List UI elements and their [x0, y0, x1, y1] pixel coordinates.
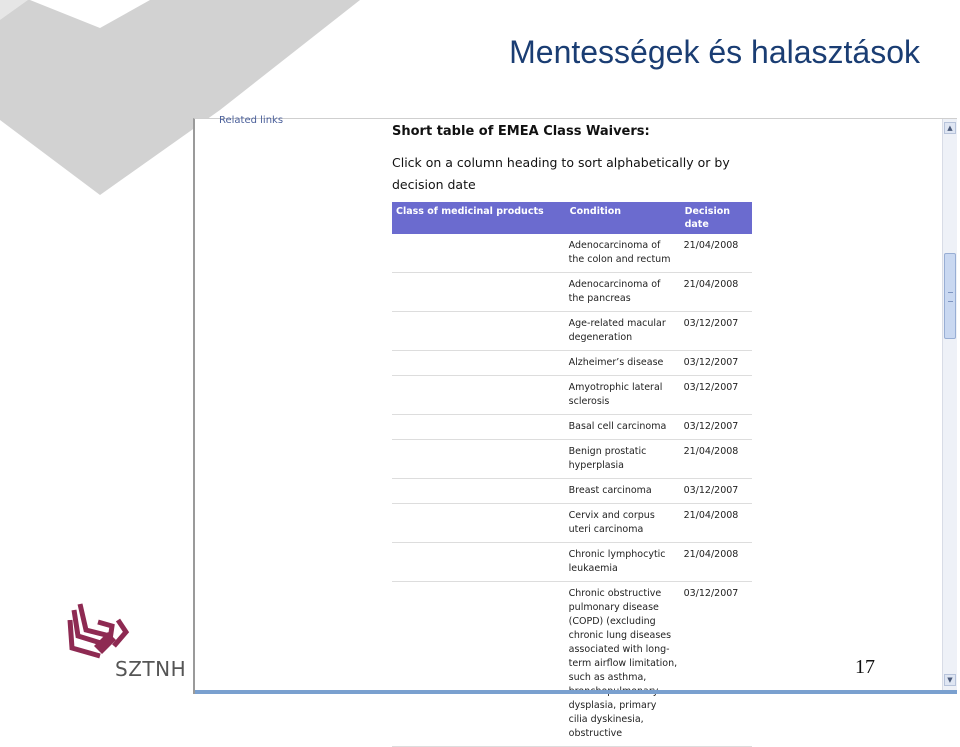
table-body [392, 234, 752, 747]
condition-cell: Breast carcinoma [566, 479, 681, 504]
table-row [392, 351, 752, 376]
condition-cell: Cervix and corpus uteri carcinoma [566, 504, 681, 543]
decision-date-cell: 21/04/2008 [681, 273, 752, 312]
table-row [392, 312, 752, 351]
column-header-decision-date[interactable]: Decision date [681, 202, 752, 234]
table-row [392, 376, 752, 415]
thumb-grip-icon [948, 292, 953, 302]
scroll-down-icon[interactable]: ▼ [944, 674, 956, 686]
browser-screenshot [193, 115, 957, 739]
condition-cell: Chronic obstructive pulmonary disease (COPD) (excluding chronic lung diseases associated with long-term airflow limitation, such as asthma, dysplasia, primary cilia dyskinesia, obstructive [566, 582, 681, 747]
class-cell [392, 376, 566, 415]
condition-cell: Chronic lymphocytic leukaemia [566, 543, 681, 582]
column-header-condition[interactable]: Condition [566, 202, 681, 234]
slide-title: Mentességek és halasztások [509, 34, 920, 70]
class-cell [392, 504, 566, 543]
table-row [392, 273, 752, 312]
table-row [392, 415, 752, 440]
condition-cell: Amyotrophic lateral sclerosis [566, 376, 681, 415]
table-row [392, 234, 752, 273]
class-cell [392, 273, 566, 312]
decision-date-cell: 21/04/2008 [681, 234, 752, 273]
table-header-row [392, 202, 752, 234]
table-row [392, 504, 752, 543]
decision-date-cell: 03/12/2007 [681, 415, 752, 440]
condition-cell: Alzheimer’s disease [566, 351, 681, 376]
class-cell [392, 582, 566, 747]
decision-date-cell: 21/04/2008 [681, 440, 752, 479]
window-bottom-edge [195, 690, 957, 694]
logo-text: SZTNH [115, 657, 187, 681]
scroll-thumb[interactable] [944, 253, 956, 339]
table-row [392, 543, 752, 582]
class-cell [392, 415, 566, 440]
decision-date-cell: 03/12/2007 [681, 312, 752, 351]
decision-date-cell: 21/04/2008 [681, 543, 752, 582]
condition-cell: Adenocarcinoma of the pancreas [566, 273, 681, 312]
class-cell [392, 312, 566, 351]
class-cell [392, 234, 566, 273]
class-waivers-table [392, 202, 752, 747]
table-row [392, 582, 752, 747]
table-title: Short table of EMEA Class Waivers: [392, 124, 650, 139]
condition-cell: Basal cell carcinoma [566, 415, 681, 440]
sort-instructions: Click on a column heading to sort alphabetically or by decision date [392, 155, 730, 192]
vertical-scrollbar[interactable] [942, 119, 957, 690]
decision-date-cell: 03/12/2007 [681, 479, 752, 504]
page-content [392, 119, 772, 196]
class-cell [392, 440, 566, 479]
decision-date-cell: 03/12/2007 [681, 582, 752, 747]
condition-cell: Benign prostatic hyperplasia [566, 440, 681, 479]
class-cell [392, 543, 566, 582]
scroll-up-icon[interactable]: ▲ [944, 122, 956, 134]
condition-cell: Age-related macular degeneration [566, 312, 681, 351]
page-number: 17 [855, 656, 875, 678]
class-cell [392, 479, 566, 504]
table-row [392, 440, 752, 479]
condition-cell: Adenocarcinoma of the colon and rectum [566, 234, 681, 273]
column-header-class[interactable]: Class of medicinal products [392, 202, 566, 234]
related-links-link[interactable]: Related links [219, 115, 284, 126]
table-row [392, 479, 752, 504]
class-cell [392, 351, 566, 376]
decision-date-cell: 03/12/2007 [681, 376, 752, 415]
decision-date-cell: 21/04/2008 [681, 504, 752, 543]
decision-date-cell: 03/12/2007 [681, 351, 752, 376]
